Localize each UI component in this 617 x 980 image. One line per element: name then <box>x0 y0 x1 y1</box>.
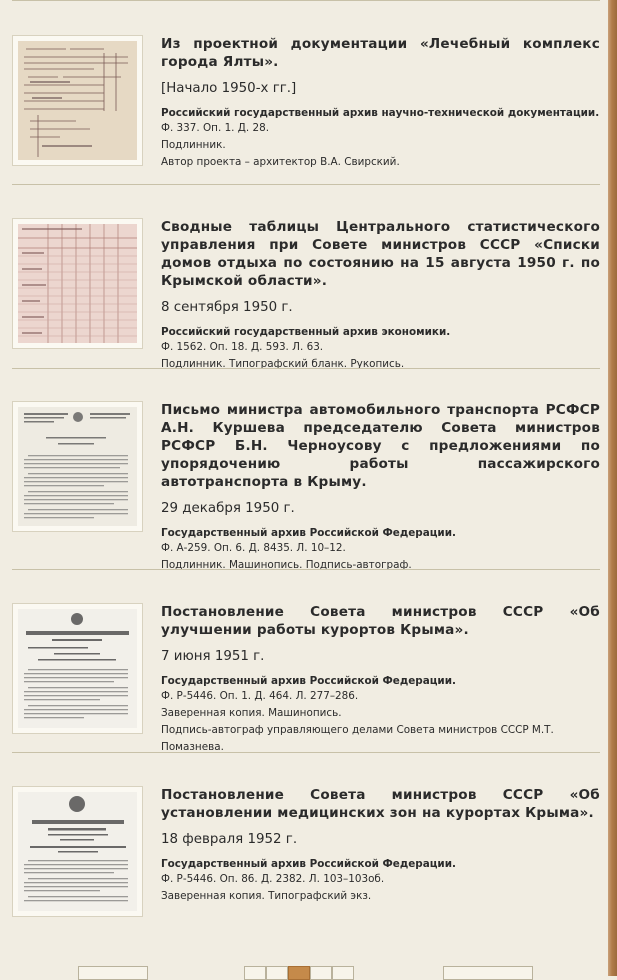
document-type: Подлинник. <box>161 139 226 151</box>
document-title[interactable]: Постановление Совета министров СССР «Об улучшении работы курортов Крыма». <box>161 604 600 638</box>
prev-page-button[interactable] <box>78 966 148 980</box>
page-edge-border <box>608 0 617 976</box>
page-number-button[interactable] <box>266 966 288 980</box>
document-type: Подлинник. Машинопись. Подпись-автограф. <box>161 559 412 571</box>
statistical-table-image <box>18 224 137 343</box>
page-number-button[interactable] <box>332 966 354 980</box>
document-note: Подпись-автограф управляющего делами Совета министров СССР М.Т. Помазнева. <box>161 724 554 753</box>
archive-reference: Ф. Р-5446. Оп. 86. Д. 2382. Л. 103–103об. <box>161 873 385 885</box>
document-date: 7 июня 1951 г. <box>161 649 265 664</box>
page-number-button[interactable] <box>244 966 266 980</box>
document-thumbnail[interactable] <box>12 786 143 917</box>
divider <box>12 368 600 369</box>
handwritten-page-image <box>18 41 137 160</box>
document-type: Заверенная копия. Машинопись. <box>161 707 342 719</box>
document-title[interactable]: Из проектной документации «Лечебный комплекс города Ялты». <box>161 36 600 70</box>
document-date: [Начало 1950-х гг.] <box>161 81 297 96</box>
document-date: 8 сентября 1950 г. <box>161 300 293 315</box>
archive-reference: Ф. А-259. Оп. 6. Д. 8435. Л. 10–12. <box>161 542 346 554</box>
document-thumbnail[interactable] <box>12 35 143 166</box>
archive-reference: Ф. 1562. Оп. 18. Д. 593. Л. 63. <box>161 341 324 353</box>
divider <box>12 752 600 753</box>
document-note: Автор проекта – архитектор В.А. Свирский. <box>161 156 400 168</box>
next-page-button[interactable] <box>443 966 533 980</box>
divider <box>12 0 600 1</box>
pagination <box>0 966 608 978</box>
divider <box>12 184 600 185</box>
archive-name: Государственный архив Российской Федерации. <box>161 675 456 687</box>
document-title[interactable]: Письмо министра автомобильного транспорта РСФСР А.Н. Куршева председателю Совета министров РСФСР Б.Н. Черноусову с предложениями по упорядочению работы пассажирского автотранспорта в Крыму. <box>161 402 600 490</box>
document-date: 29 декабря 1950 г. <box>161 501 295 516</box>
document-type: Заверенная копия. Типографский экз. <box>161 890 372 902</box>
document-title[interactable]: Постановление Совета министров СССР «Об установлении медицинских зон на курортах Крыма». <box>161 787 600 821</box>
document-type: Подлинник. Типографский бланк. Рукопись. <box>161 358 405 370</box>
document-title[interactable]: Сводные таблицы Центрального статистического управления при Совете министров СССР «Списки домов отдыха по состоянию на 15 августа 1950 г. по Крымской области». <box>161 219 600 289</box>
typed-letter-image <box>18 407 137 526</box>
current-page-button[interactable] <box>288 966 310 980</box>
archive-name: Российский государственный архив экономики. <box>161 326 451 338</box>
divider <box>12 569 600 570</box>
document-thumbnail[interactable] <box>12 218 143 349</box>
archive-reference: Ф. Р-5446. Оп. 1. Д. 464. Л. 277–286. <box>161 690 359 702</box>
document-date: 18 февраля 1952 г. <box>161 832 298 847</box>
archive-name: Российский государственный архив научно-технической документации. <box>161 107 600 119</box>
resolution-page-image <box>18 792 137 911</box>
page-number-button[interactable] <box>310 966 332 980</box>
resolution-page-image <box>18 609 137 728</box>
document-thumbnail[interactable] <box>12 603 143 734</box>
archive-reference: Ф. 337. Оп. 1. Д. 28. <box>161 122 270 134</box>
archive-name: Государственный архив Российской Федерации. <box>161 527 456 539</box>
document-thumbnail[interactable] <box>12 401 143 532</box>
archive-name: Государственный архив Российской Федерации. <box>161 858 456 870</box>
